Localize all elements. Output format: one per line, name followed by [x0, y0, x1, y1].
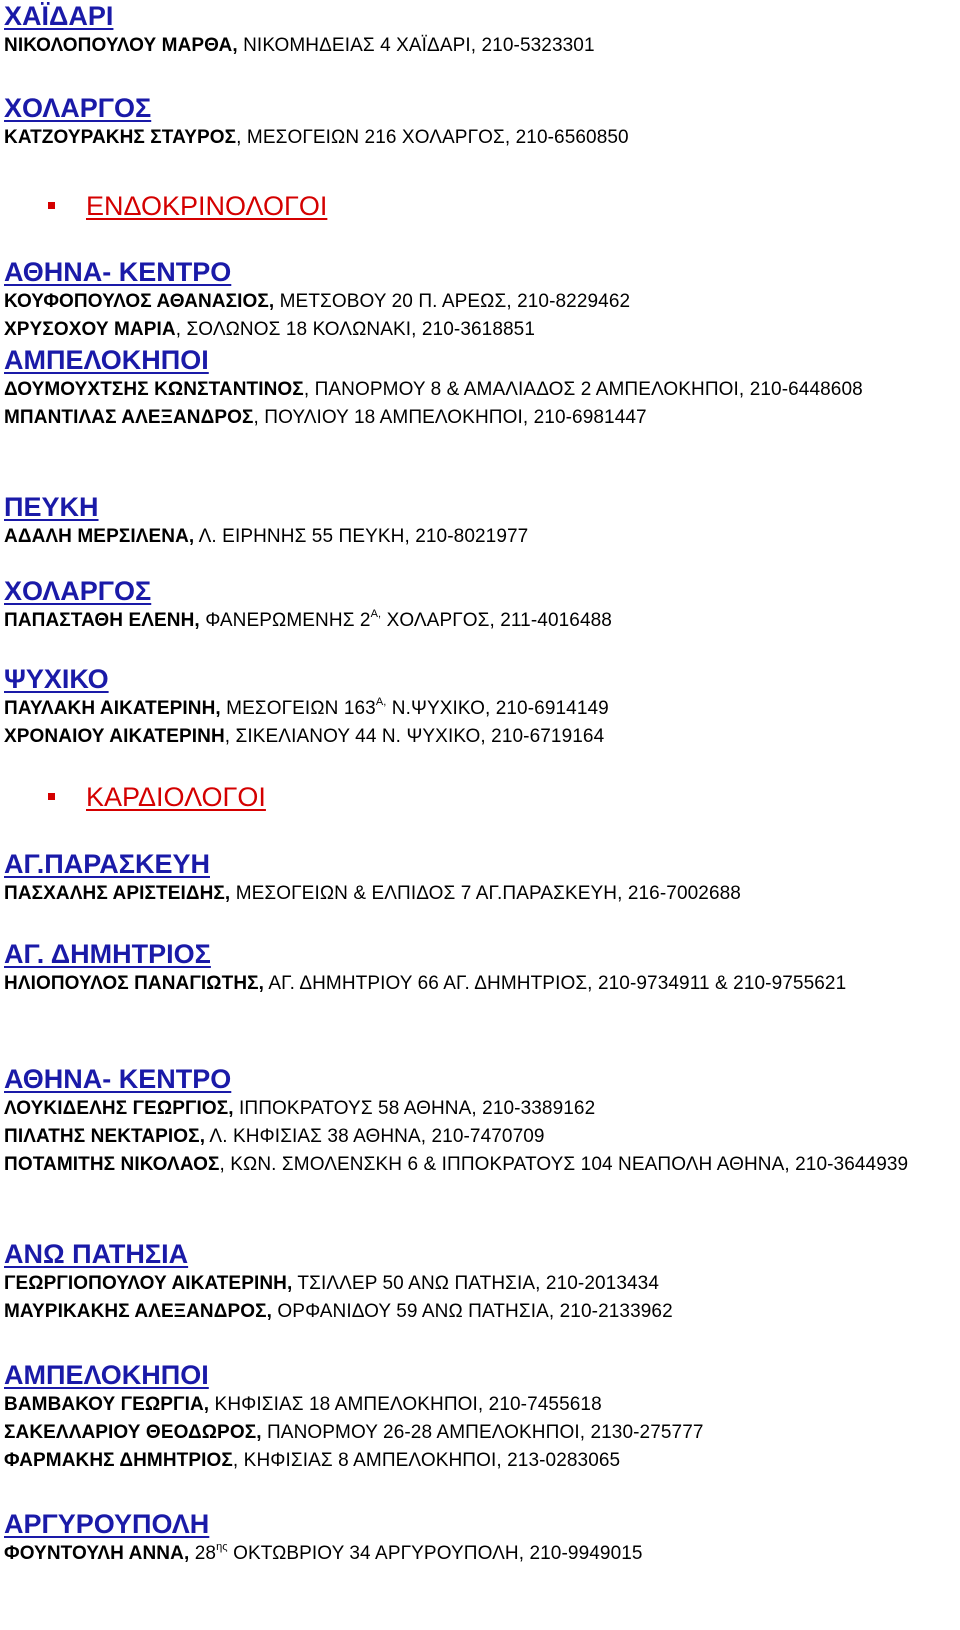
area-section — [4, 491, 952, 551]
doctor-details: ΦΑΝΕΡΩΜΕΝΗΣ 2 — [199, 610, 371, 631]
doctor-entry — [4, 316, 952, 344]
doctor-details: ΙΠΠΟΚΡΑΤΟΥΣ 58 ΑΘΗΝΑ, 210-3389162 — [233, 1098, 596, 1119]
area-heading: ΠΕΥΚΗ — [4, 492, 99, 522]
doctor-entry — [4, 124, 952, 152]
area-heading: ΑΓ. ΔΗΜΗΤΡΙΟΣ — [4, 939, 211, 969]
area-heading: ΧΟΛΑΡΓΟΣ — [4, 576, 152, 606]
doctor-entry — [4, 32, 952, 60]
area-section — [4, 663, 952, 751]
doctor-entry — [4, 1270, 952, 1298]
area-heading: ΑΜΠΕΛΟΚΗΠΟΙ — [4, 345, 209, 375]
doctor-details: , ΚΗΦΙΣΙΑΣ 8 ΑΜΠΕΛΟΚΗΠΟΙ, 213-0283065 — [232, 1450, 621, 1471]
doctor-entry — [4, 723, 952, 751]
doctor-details: , ΚΩΝ. ΣΜΟΛΕΝΣΚΗ 6 & ΙΠΠΟΚΡΑΤΟΥΣ 104 ΝΕΑΠΟΛΗ ΑΘΗΝΑ, 210-3644939 — [219, 1154, 909, 1175]
doctor-name: ΝΙΚΟΛΟΠΟΥΛΟΥ ΜΑΡΘΑ, — [4, 35, 238, 56]
doctor-name: ΓΕΩΡΓΙΟΠΟΥΛΟΥ ΑΙΚΑΤΕΡΙΝΗ, — [4, 1273, 293, 1294]
doctor-name: ΣΑΚΕΛΛΑΡΙΟΥ ΘΕΟΔΩΡΟΣ, — [4, 1422, 262, 1443]
area-section — [4, 1238, 952, 1326]
doctor-entry — [4, 607, 952, 635]
doctor-entry — [4, 880, 952, 908]
doctor-name: ΒΑΜΒΑΚΟΥ ΓΕΩΡΓΙΑ, — [4, 1394, 210, 1415]
area-section — [4, 256, 952, 432]
doctor-name: ΠΑΣΧΑΛΗΣ ΑΡΙΣΤΕΙΔΗΣ, — [4, 883, 231, 904]
doctor-details: ΠΑΝΟΡΜΟΥ 26-28 ΑΜΠΕΛΟΚΗΠΟΙ, 2130-275777 — [261, 1422, 704, 1443]
doctor-details: Ν.ΨΥΧΙΚΟ, 210-6914149 — [386, 698, 609, 719]
doctor-entry — [4, 1447, 952, 1475]
doctor-details: ΧΟΛΑΡΓΟΣ, 211-4016488 — [381, 610, 612, 631]
doctor-details: ΟΡΦΑΝΙΔΟΥ 59 ΑΝΩ ΠΑΤΗΣΙΑ, 210-2133962 — [272, 1301, 673, 1322]
doctor-entry — [4, 404, 952, 432]
doctor-details: , ΣΙΚΕΛΙΑΝΟΥ 44 Ν. ΨΥΧΙΚΟ, 210-6719164 — [224, 726, 605, 747]
doctor-details: Λ. ΚΗΦΙΣΙΑΣ 38 ΑΘΗΝΑ, 210-7470709 — [205, 1126, 545, 1147]
doctor-entry — [4, 523, 952, 551]
doctor-details: , ΠΟΥΛΙΟΥ 18 ΑΜΠΕΛΟΚΗΠΟΙ, 210-6981447 — [253, 407, 647, 428]
area-section — [4, 938, 952, 998]
doctor-entry — [4, 970, 952, 998]
doctor-details: ΜΕΤΣΟΒΟΥ 20 Π. ΑΡΕΩΣ, 210-8229462 — [274, 291, 631, 312]
doctor-details: , ΜΕΣΟΓΕΙΩΝ 216 ΧΟΛΑΡΓΟΣ, 210-6560850 — [236, 127, 629, 148]
doctor-entry — [4, 1095, 952, 1123]
address-superscript: ης — [216, 1541, 228, 1553]
area-heading: ΨΥΧΙΚΟ — [4, 664, 109, 694]
doctor-name: ΔΟΥΜΟΥΧΤΣΗΣ ΚΩΝΣΤΑΝΤΙΝΟΣ — [4, 379, 304, 400]
doctor-entry — [4, 288, 952, 316]
area-section — [4, 848, 952, 908]
doctor-name: ΧΡΥΣΟΧΟΥ ΜΑΡΙΑ — [4, 319, 176, 340]
doctor-name: ΠΟΤΑΜΙΤΗΣ ΝΙΚΟΛΑΟΣ — [4, 1154, 220, 1175]
doctor-name: ΛΟΥΚΙΔΕΛΗΣ ΓΕΩΡΓΙΟΣ, — [4, 1098, 234, 1119]
doctor-entry — [4, 1123, 952, 1151]
doctor-entry — [4, 1298, 952, 1326]
doctor-details: , ΣΟΛΩΝΟΣ 18 ΚΟΛΩΝΑΚΙ, 210-3618851 — [175, 319, 535, 340]
area-section — [4, 92, 952, 152]
doctor-name: ΚΑΤΖΟΥΡΑΚΗΣ ΣΤΑΥΡΟΣ — [4, 127, 237, 148]
doctor-details: ΜΕΣΟΓΕΙΩΝ 163 — [220, 698, 376, 719]
area-heading: ΑΘΗΝΑ- ΚΕΝΤΡΟ — [4, 257, 232, 287]
area-section — [4, 0, 952, 60]
doctor-name: ΦΟΥΝΤΟΥΛΗ ΑΝΝΑ, — [4, 1543, 190, 1564]
doctor-name: ΗΛΙΟΠΟΥΛΟΣ ΠΑΝΑΓΙΩΤΗΣ, — [4, 973, 265, 994]
area-heading: ΑΘΗΝΑ- ΚΕΝΤΡΟ — [4, 1064, 232, 1094]
doctor-details: ΚΗΦΙΣΙΑΣ 18 ΑΜΠΕΛΟΚΗΠΟΙ, 210-7455618 — [209, 1394, 602, 1415]
specialty-title: ΕΝΔΟΚΡΙΝΟΛΟΓΟΙ — [86, 191, 328, 221]
doctor-name: ΚΟΥΦΟΠΟΥΛΟΣ ΑΘΑΝΑΣΙΟΣ, — [4, 291, 275, 312]
doctor-name: ΦΑΡΜΑΚΗΣ ΔΗΜΗΤΡΙΟΣ — [4, 1450, 233, 1471]
area-section — [4, 1063, 952, 1179]
doctor-name: ΑΔΑΛΗ ΜΕΡΣΙΛΕΝΑ, — [4, 526, 195, 547]
doctor-details: ΝΙΚΟΜΗΔΕΙΑΣ 4 ΧΑΪΔΑΡΙ, 210-5323301 — [237, 35, 595, 56]
doctor-entry — [4, 1419, 952, 1447]
address-superscript: Α, — [375, 696, 387, 708]
doctor-details: ΤΣΙΛΛΕΡ 50 ΑΝΩ ΠΑΤΗΣΙΑ, 210-2013434 — [292, 1273, 660, 1294]
area-section — [4, 575, 952, 635]
doctor-name: ΠΑΥΛΑΚΗ ΑΙΚΑΤΕΡΙΝΗ, — [4, 698, 221, 719]
doctor-entry — [4, 376, 952, 404]
doctor-entry — [4, 1391, 952, 1419]
doctor-details: ΑΓ. ΔΗΜΗΤΡΙΟΥ 66 ΑΓ. ΔΗΜΗΤΡΙΟΣ, 210-9734911 & 210-9755621 — [264, 973, 847, 994]
area-section — [4, 1508, 952, 1568]
area-section — [4, 1359, 952, 1475]
doctor-details: Λ. ΕΙΡΗΝΗΣ 55 ΠΕΥΚΗ, 210-8021977 — [194, 526, 529, 547]
specialty-title: ΚΑΡΔΙΟΛΟΓΟΙ — [86, 782, 266, 812]
doctor-name: ΜΠΑΝΤΙΛΑΣ ΑΛΕΞΑΝΔΡΟΣ — [4, 407, 254, 428]
doctor-name: ΧΡΟΝΑΙΟΥ ΑΙΚΑΤΕΡΙΝΗ — [4, 726, 225, 747]
area-heading: ΑΝΩ ΠΑΤΗΣΙΑ — [4, 1239, 189, 1269]
square-bullet-icon — [48, 202, 55, 209]
area-heading: ΑΓ.ΠΑΡΑΣΚΕΥΗ — [4, 849, 210, 879]
doctor-name: ΠΑΠΑΣΤΑΘΗ ΕΛΕΝΗ, — [4, 610, 200, 631]
area-heading: ΧΑΪΔΑΡΙ — [4, 1, 114, 31]
address-superscript: Α, — [370, 608, 382, 620]
doctor-entry — [4, 695, 952, 723]
doctor-details: 28 — [189, 1543, 217, 1564]
area-heading: ΑΡΓΥΡΟΥΠΟΛΗ — [4, 1509, 210, 1539]
doctor-entry — [4, 1151, 952, 1179]
doctor-entry — [4, 1540, 952, 1568]
doctor-details: ΟΚΤΩΒΡΙΟΥ 34 ΑΡΓΥΡΟΥΠΟΛΗ, 210-9949015 — [227, 1543, 643, 1564]
doctor-details: , ΠΑΝΟΡΜΟΥ 8 & ΑΜΑΛΙΑΔΟΣ 2 ΑΜΠΕΛΟΚΗΠΟΙ, 210-6448608 — [303, 379, 863, 400]
doctor-name: ΜΑΥΡΙΚΑΚΗΣ ΑΛΕΞΑΝΔΡΟΣ, — [4, 1301, 273, 1322]
square-bullet-icon — [48, 793, 55, 800]
area-heading: ΧΟΛΑΡΓΟΣ — [4, 93, 152, 123]
area-heading: ΑΜΠΕΛΟΚΗΠΟΙ — [4, 1360, 209, 1390]
doctor-details: ΜΕΣΟΓΕΙΩΝ & ΕΛΠΙΔΟΣ 7 ΑΓ.ΠΑΡΑΣΚΕΥΗ, 216-7002688 — [230, 883, 741, 904]
doctor-name: ΠΙΛΑΤΗΣ ΝΕΚΤΑΡΙΟΣ, — [4, 1126, 206, 1147]
